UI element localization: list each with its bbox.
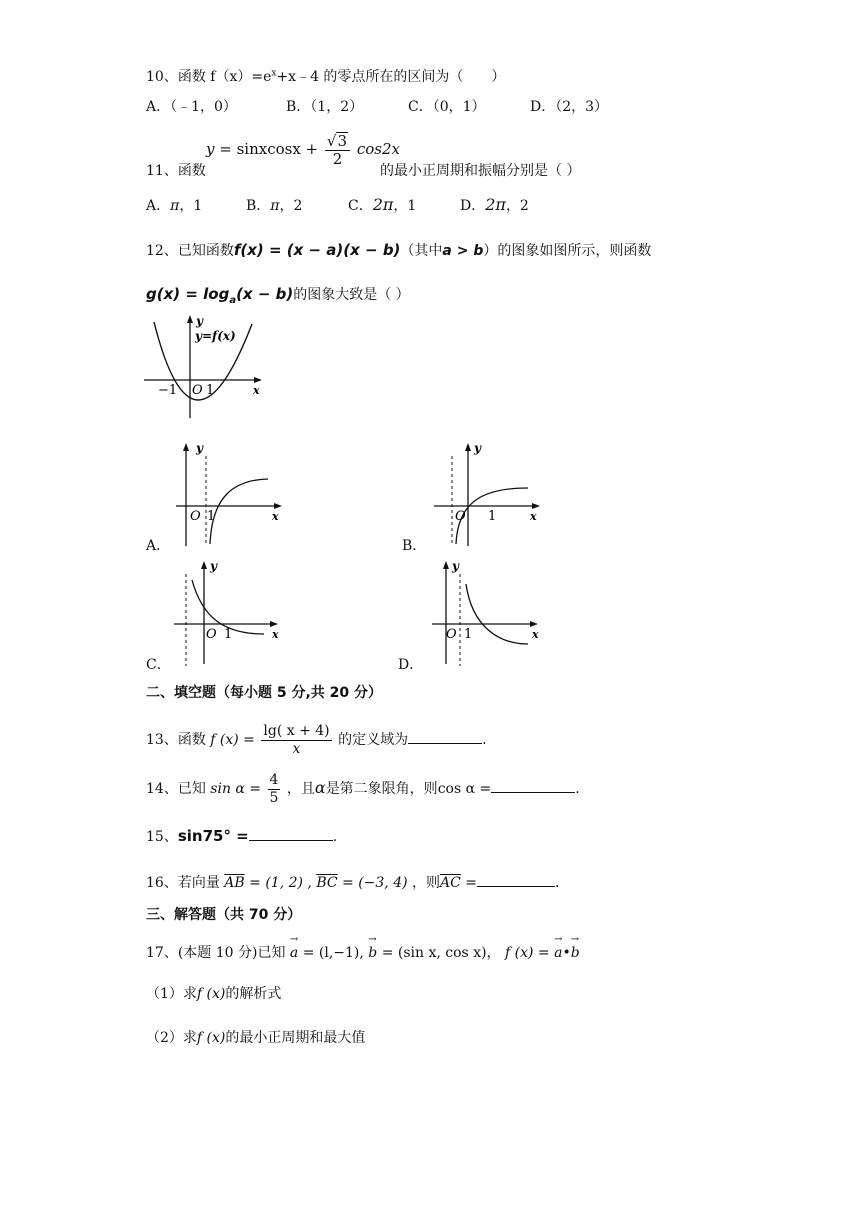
one-label: 1 [207,509,216,524]
origin-label: O [446,627,457,642]
q11-option-c: C．2π，1 [348,195,417,214]
x-label: x [272,628,279,641]
curve [192,580,264,634]
curve [210,479,268,544]
y-arrow-icon [443,561,449,569]
one-label: 1 [206,383,215,398]
y-label: y [196,441,203,455]
q14: 14、已知 sin α = $\frac{4}{5}$ ，且α是第二象限角，则cos α = . [146,771,580,806]
q12-option-d-graph [428,556,546,668]
q15: 15、sin75° = . [146,827,338,845]
q17-part-2: （2）求f (x)的最小正周期和最大值 [146,1030,366,1046]
one-label: 1 [488,509,497,524]
one-label: 1 [224,627,233,642]
q15-answer-blank[interactable] [249,828,333,841]
q12-option-c-graph [172,556,288,668]
q14-answer-blank[interactable] [491,780,575,793]
q10-option-b: B．（1，2） [286,99,364,115]
x-arrow-icon [254,377,262,383]
q11-option-a: A．π，1 [146,198,203,214]
x-label: x [253,384,260,397]
q16-answer-blank[interactable] [477,874,555,887]
q12-option-a-letter: A． [146,538,171,554]
q12-option-b-letter: B． [402,538,427,554]
y-label: y [452,559,459,573]
x-arrow-icon [532,503,540,509]
function-label: y=f(x) [195,329,236,343]
x-label: x [272,510,279,523]
q10-stem: 10、函数 $f(x)=e^x+x﹣4$ 的零点所在的区间为（ ） [146,68,506,85]
section-3-title: 三、解答题（共 70 分） [146,907,302,923]
x-arrow-icon [530,621,538,627]
y-arrow-icon [183,443,189,451]
curve [466,584,528,644]
origin-label: O [455,509,466,524]
q11-suffix: 的最小正周期和振幅分别是（ ） [380,163,581,179]
y-arrow-icon [187,315,193,323]
q10-option-d: D．（2，3） [530,99,609,115]
q12-option-a-graph [172,438,288,548]
q13: 13、函数 f (x) = $\frac{\lg( x + 4)}{x}$ 的定义域为 . [146,722,487,757]
y-label: y [210,559,217,573]
q16: 16、若向量 $\overline{AB} = (1$, 2) , $\overline{BC} = (-3$, 4) ，则$\overline{AC}$ = . [146,875,560,891]
q12-line2: $g(x) = \log_a(x - b)$的图象大致是（ ） [146,285,410,306]
y-label: y [196,314,203,328]
y-label: y [474,441,481,455]
neg-one-label: −1 [158,383,178,398]
x-arrow-icon [270,621,278,627]
x-label: x [532,628,539,641]
origin-label: O [192,383,203,398]
origin-label: O [190,509,201,524]
q11-prefix: 11、函数 [146,163,206,179]
q10-option-a: A．（﹣1，0） [146,99,237,115]
q12-line1: 12、已知函数f(x) = (x − a)(x − b)（其中a > b）的图象如图所示，则函数 [146,241,652,259]
section-2-title: 二、填空题（每小题 5 分,共 20 分） [146,685,383,701]
y-arrow-icon [465,443,471,451]
one-label: 1 [464,627,473,642]
q17-stem: 17、(本题 10 分)已知 → a = (l,−1), → b = (sin x, cos x)， f (x) = → a•→ b [146,942,580,962]
q12-option-d-letter: D． [398,657,424,673]
q12-option-b-graph [430,438,546,548]
q12-main-graph [140,312,265,422]
y-arrow-icon [201,561,207,569]
q11-option-d: D．2π，2 [460,195,529,214]
q11-option-b: B．π，2 [246,198,303,214]
q17-part-1: （1）求f (x)的解析式 [146,986,282,1002]
q12-option-c-letter: C． [146,657,171,673]
x-label: x [530,510,537,523]
q10-option-c: C．（0，1） [408,99,486,115]
origin-label: O [206,627,217,642]
q13-answer-blank[interactable] [408,731,482,744]
q11-formula: y = sinxcosx + $\frac{√3}{2}$ cos2x [206,132,400,168]
x-arrow-icon [274,503,282,509]
